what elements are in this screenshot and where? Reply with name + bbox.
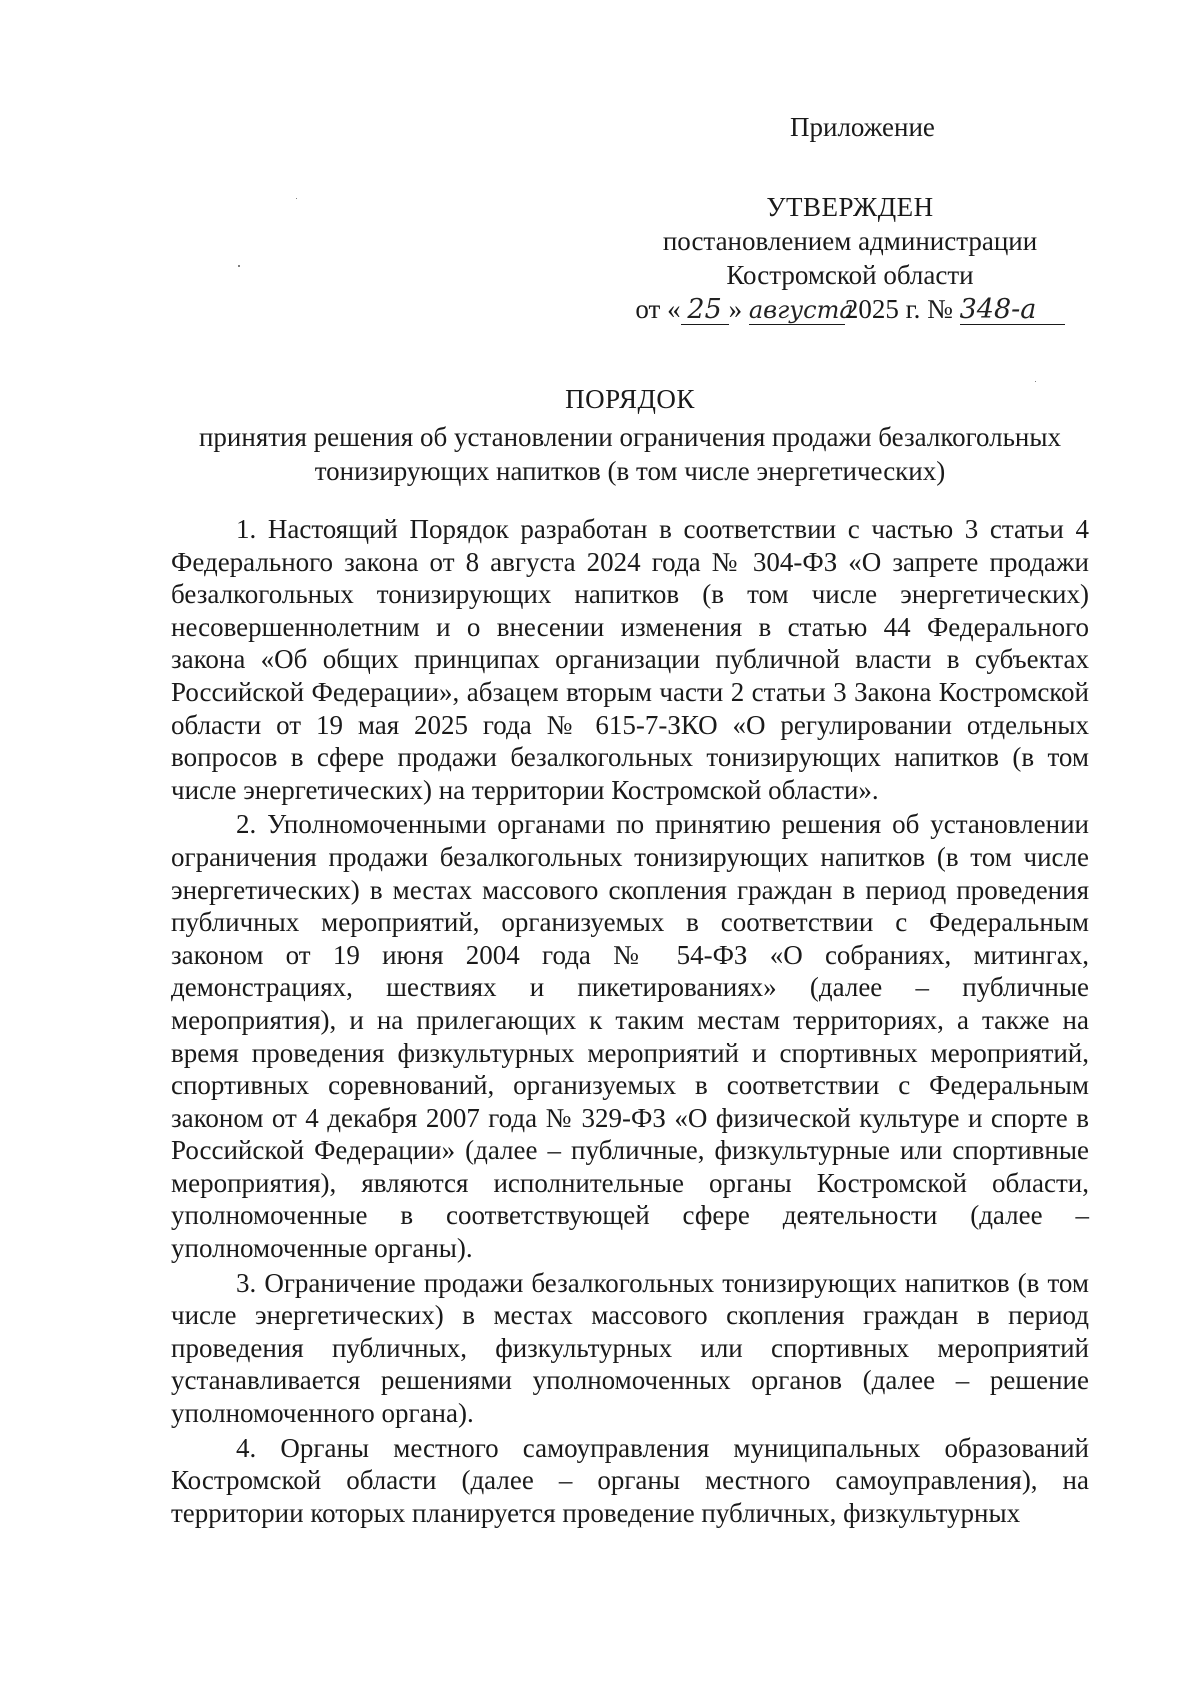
document-title (170, 382, 1090, 488)
document-body (171, 513, 1089, 1529)
approval-date-line (600, 292, 1100, 326)
paragraph-2: 2. Уполномоченными органами по принятию решения об установлении ограничения продажи безалкогольных тонизирующих напитков (в том числе энергетических) в местах массового скопления граждан в период проведения публичных мероприятий, организуемых в соответствии с Федеральным законом от 19 июня 2004 года № 54-ФЗ «О собраниях, митингах, демонстрациях, шествиях и пикетированиях» (далее – публичные мероприятия), и на прилегающих к таким местам территориях, а также на время проведения физкультурных мероприятий и спортивных мероприятий, спортивных соревнований, организуемых в соответствии с Федеральным законом от 4 декабря 2007 года № 329-ФЗ «О физической культуре и спорте в Российской Федерации» (далее – публичные, физкультурные или спортивные мероприятия), являются исполнительные органы Костромской области, уполномоченные в соответствующей сфере деятельности (далее – уполномоченные органы). (171, 809, 1089, 1264)
paragraph-3: 3. Ограничение продажи безалкогольных тонизирующих напитков (в том числе энергетических) в местах массового скопления граждан в период проведения публичных, физкультурных или спортивных мероприятий устанавливается решениями уполномоченных органов (далее – решение уполномоченного органа). (171, 1267, 1089, 1429)
approved-label: УТВЕРЖДЕН (766, 192, 934, 222)
year-and-number-label: 2025 г. № (844, 294, 953, 324)
handwritten-day: 25 (681, 296, 729, 325)
approved-by-line: постановлением администрации (662, 226, 1038, 256)
title-line-1: принятия решения об установлении ограничения продажи безалкогольных (198, 422, 1062, 452)
title-heading: ПОРЯДОК (565, 384, 695, 414)
appendix-label: Приложение (790, 112, 935, 142)
approval-block (600, 190, 1100, 326)
scan-speck (238, 265, 240, 267)
approved-region-line: Костромской области (726, 260, 974, 290)
date-prefix: от « (635, 294, 681, 324)
title-line-2: тонизирующих напитков (в том числе энергетических) (314, 456, 946, 486)
paragraph-4: 4. Органы местного самоуправления муниципальных образований Костромской области (далее – органы местного самоуправления), на территории которых планируется проведение публичных, физкультурных (171, 1432, 1089, 1528)
date-mid: » (728, 294, 743, 324)
handwritten-number: 348-а (960, 296, 1065, 325)
scan-speck (296, 198, 297, 199)
handwritten-month: августа (748, 296, 854, 324)
paragraph-1: 1. Настоящий Порядок разработан в соответствии с частью 3 статьи 4 Федерального закона от 8 августа 2024 года № 304-ФЗ «О запрете продажи безалкогольных тонизирующих напитков (в том числе энергетических) несовершеннолетним и о внесении изменения в статью 44 Федерального закона «Об общих принципах организации публичной власти в субъектах Российской Федерации», абзацем вторым части 2 статьи 3 Закона Костромской области от 19 мая 2025 года № 615-7-ЗКО «О регулировании отдельных вопросов в сфере продажи безалкогольных тонизирующих напитков (в том числе энергетических) на территории Костромской области». (171, 514, 1089, 805)
scan-speck (1035, 381, 1036, 382)
